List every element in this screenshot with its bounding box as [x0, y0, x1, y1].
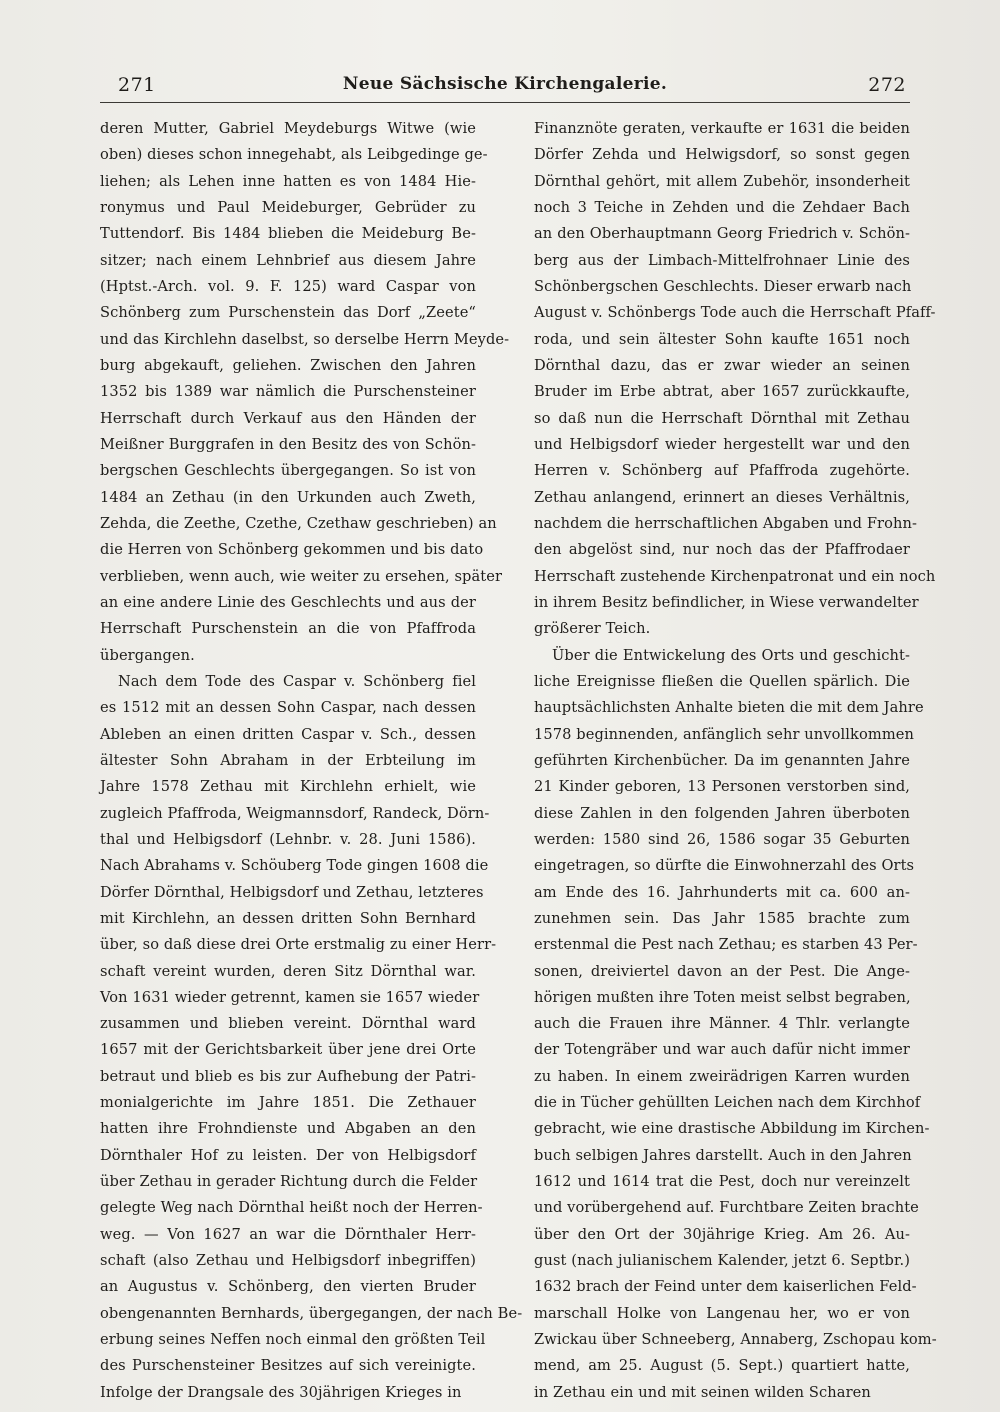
text-line: diese Zahlen in den folgenden Jahren überboten — [534, 804, 910, 822]
text-line: weg. — Von 1627 an war die Dörnthaler Herr- — [100, 1225, 476, 1243]
text-line: Zethau anlangend, erinnert an dieses Verhältnis, — [534, 488, 910, 506]
text-line: gebracht, wie eine drastische Abbildung im Kirchen- — [534, 1120, 930, 1138]
right-text-column — [534, 116, 937, 1406]
text-line: liche Ereignisse fließen die Quellen spärlich. Die — [534, 672, 910, 690]
text-line: hatten ihre Frohndienste und Abgaben an den — [100, 1120, 476, 1138]
text-line: ronymus und Paul Meideburger, Gebrüder zu — [100, 198, 476, 216]
text-line: marschall Holke von Langenau her, wo er von — [534, 1304, 910, 1322]
text-line: 1484 an Zethau (in den Urkunden auch Zweth, — [100, 488, 476, 506]
text-line: so daß nun die Herrschaft Dörnthal mit Zethau — [534, 409, 910, 427]
text-line: 1632 brach der Feind unter dem kaiserlichen Feld- — [534, 1278, 917, 1296]
text-line: berg aus der Limbach-Mittelfrohnaer Linie des — [534, 251, 910, 269]
text-line: mend, am 25. August (5. Sept.) quartiert hatte, — [534, 1357, 910, 1375]
text-line: erbung seines Neffen noch einmal den größten Teil — [100, 1331, 486, 1349]
text-line: schaft (also Zethau und Helbigsdorf inbegriffen) — [100, 1252, 476, 1270]
text-line: Dörnthaler Hof zu leisten. Der von Helbigsdorf — [100, 1146, 476, 1164]
text-line: buch selbigen Jahres darstellt. Auch in den Jahren — [534, 1146, 912, 1164]
text-line: Dörnthal gehört, mit allem Zubehör, insonderheit — [534, 172, 910, 190]
text-line: schaft vereint wurden, deren Sitz Dörnthal war. — [100, 962, 476, 980]
left-text-column — [100, 116, 523, 1406]
text-line: Finanznöte geraten, verkaufte er 1631 die beiden — [534, 120, 910, 137]
text-line: deren Mutter, Gabriel Meydeburgs Witwe (wie — [100, 120, 476, 137]
text-line: 1352 bis 1389 war nämlich die Purschensteiner — [100, 383, 476, 401]
text-line: eingetragen, so dürfte die Einwohnerzahl des Orts — [534, 857, 915, 875]
text-line: größerer Teich. — [534, 620, 651, 638]
text-line: 1657 mit der Gerichtsbarkeit über jene drei Orte — [100, 1041, 476, 1059]
text-line: und Helbigsdorf wieder hergestellt war und den — [534, 435, 910, 453]
page-header — [100, 68, 910, 103]
text-line: Schönbergschen Geschlechts. Dieser erwarb nach — [534, 277, 912, 295]
text-line: zunehmen sein. Das Jahr 1585 brachte zum — [534, 909, 910, 927]
text-line: Nach dem Tode des Caspar v. Schönberg fiel — [118, 672, 476, 690]
text-line: hörigen mußten ihre Toten meist selbst begraben, — [534, 988, 911, 1006]
text-line: noch 3 Teiche in Zehden und die Zehdaer Bach — [534, 198, 910, 216]
text-line: die in Tücher gehüllten Leichen nach dem Kirchhof — [534, 1094, 921, 1112]
text-line: Tuttendorf. Bis 1484 blieben die Meideburg Be- — [100, 225, 476, 243]
text-line: Von 1631 wieder getrennt, kamen sie 1657 wieder — [100, 988, 480, 1006]
text-line: August v. Schönbergs Tode auch die Herrschaft Pfaff- — [534, 304, 936, 322]
text-line: auch die Frauen ihre Männer. 4 Thlr. verlangte — [534, 1015, 910, 1033]
text-line: an den Oberhauptmann Georg Friedrich v. Schön- — [534, 225, 910, 243]
text-line: zugleich Pfaffroda, Weigmannsdorf, Randeck, Dörn- — [100, 804, 490, 822]
text-line: 1612 und 1614 trat die Pest, doch nur vereinzelt — [534, 1173, 910, 1191]
text-line: es 1512 mit an dessen Sohn Caspar, nach dessen — [100, 699, 476, 717]
running-title: Neue Sächsische Kirchengalerie. — [342, 74, 668, 94]
text-line: Ableben an einen dritten Caspar v. Sch., dessen — [100, 725, 476, 743]
text-line: Herrschaft durch Verkauf aus den Händen der — [100, 409, 476, 427]
text-line: betraut und blieb es bis zur Aufhebung der Patri- — [100, 1067, 476, 1085]
text-line: Nach Abrahams v. Schöuberg Tode gingen 1608 die — [100, 857, 489, 875]
text-line: Schönberg zum Purschenstein das Dorf „Zeete“ — [100, 304, 476, 322]
text-line: monialgerichte im Jahre 1851. Die Zethauer — [100, 1094, 476, 1112]
text-line: an eine andere Linie des Geschlechts und aus der — [100, 593, 476, 611]
text-line: zu haben. In einem zweirädrigen Karren wurden — [534, 1067, 910, 1085]
text-line: hauptsächlichsten Anhalte bieten die mit dem Jahre — [534, 699, 924, 717]
text-line: Über die Entwickelung des Orts und geschicht- — [552, 646, 910, 664]
text-line: Bruder im Erbe abtrat, aber 1657 zurückkaufte, — [534, 383, 910, 401]
text-line: bergschen Geschlechts übergegangen. So ist von — [100, 462, 476, 480]
text-line: ältester Sohn Abraham in der Erbteilung im — [100, 751, 476, 769]
text-line: burg abgekauft, geliehen. Zwischen den Jahren — [100, 356, 476, 374]
text-line: 1578 beginnenden, anfänglich sehr unvollkommen — [534, 725, 914, 743]
text-line: des Purschensteiner Besitzes auf sich vereinigte. — [100, 1357, 476, 1375]
text-line: über, so daß diese drei Orte erstmalig zu einer Herr- — [100, 936, 497, 954]
text-line: in Zethau ein und mit seinen wilden Scharen — [534, 1383, 871, 1401]
text-line: geführten Kirchenbücher. Da im genannten Jahre — [534, 751, 910, 769]
text-line: der Totengräber und war auch dafür nicht immer — [534, 1041, 910, 1059]
page-number-right: 272 — [868, 74, 906, 96]
text-line: liehen; als Lehen inne hatten es von 1484 Hie- — [100, 172, 476, 190]
text-line: Dörfer Zehda und Helwigsdorf, so sonst gegen — [534, 146, 910, 164]
text-line: Herrschaft zustehende Kirchenpatronat und ein noch — [534, 567, 936, 585]
text-line: oben) dieses schon innegehabt, als Leibgedinge ge- — [100, 146, 488, 164]
text-line: werden: 1580 sind 26, 1586 sogar 35 Geburten — [534, 830, 910, 848]
text-line: Zwickau über Schneeberg, Annaberg, Zschopau kom- — [534, 1331, 937, 1349]
text-line: Herren v. Schönberg auf Pfaffroda zugehörte. — [534, 462, 910, 480]
text-line: in ihrem Besitz befindlicher, in Wiese verwandelter — [534, 593, 919, 611]
text-line: Zehda, die Zeethe, Czethe, Czethaw geschrieben) an — [100, 514, 497, 532]
text-line: Meißner Burggrafen in den Besitz des von Schön- — [100, 435, 476, 453]
text-line: über den Ort der 30jährige Krieg. Am 26. Au- — [534, 1225, 910, 1243]
text-line: nachdem die herrschaftlichen Abgaben und Frohn- — [534, 514, 918, 532]
text-line: mit Kirchlehn, an dessen dritten Sohn Bernhard — [100, 909, 476, 927]
text-line: am Ende des 16. Jahrhunderts mit ca. 600 an- — [534, 883, 910, 901]
text-line: Infolge der Drangsale des 30jährigen Krieges in — [100, 1383, 462, 1401]
text-line: thal und Helbigsdorf (Lehnbr. v. 28. Juni 1586). — [100, 830, 476, 848]
text-line: obengenannten Bernhards, übergegangen, der nach Be- — [100, 1304, 523, 1322]
text-line: erstenmal die Pest nach Zethau; es starben 43 Per- — [534, 936, 918, 954]
text-line: gust (nach julianischem Kalender, jetzt 6. Septbr.) — [534, 1252, 910, 1270]
page-number-left: 271 — [118, 74, 156, 96]
text-line: die Herren von Schönberg gekommen und bis dato — [100, 541, 484, 559]
text-line: den abgelöst sind, nur noch das der Pfaffrodaer — [534, 541, 910, 559]
text-line: gelegte Weg nach Dörnthal heißt noch der Herren- — [100, 1199, 483, 1217]
text-line: Herrschaft Purschenstein an die von Pfaffroda — [100, 620, 476, 638]
text-line: und das Kirchlehn daselbst, so derselbe Herrn Meyde- — [100, 330, 510, 348]
text-line: roda, und sein ältester Sohn kaufte 1651 noch — [534, 330, 910, 348]
text-line: zusammen und blieben vereint. Dörnthal ward — [100, 1015, 476, 1033]
text-line: verblieben, wenn auch, wie weiter zu ersehen, später — [100, 567, 503, 585]
text-line: übergangen. — [100, 646, 195, 664]
text-line: Dörfer Dörnthal, Helbigsdorf und Zethau, letzteres — [100, 883, 484, 901]
text-line: Jahre 1578 Zethau mit Kirchlehn erhielt, wie — [100, 778, 476, 796]
text-line: über Zethau in gerader Richtung durch die Felder — [100, 1173, 478, 1191]
text-line: und vorübergehend auf. Furchtbare Zeiten brachte — [534, 1199, 919, 1217]
text-line: Dörnthal dazu, das er zwar wieder an seinen — [534, 356, 910, 374]
text-line: sonen, dreiviertel davon an der Pest. Die Ange- — [534, 962, 910, 980]
text-line: 21 Kinder geboren, 13 Personen verstorben sind, — [534, 778, 910, 796]
text-line: (Hptst.-Arch. vol. 9. F. 125) ward Caspar von — [100, 277, 476, 295]
text-line: sitzer; nach einem Lehnbrief aus diesem Jahre — [100, 251, 476, 269]
text-line: an Augustus v. Schönberg, den vierten Bruder — [100, 1278, 476, 1296]
